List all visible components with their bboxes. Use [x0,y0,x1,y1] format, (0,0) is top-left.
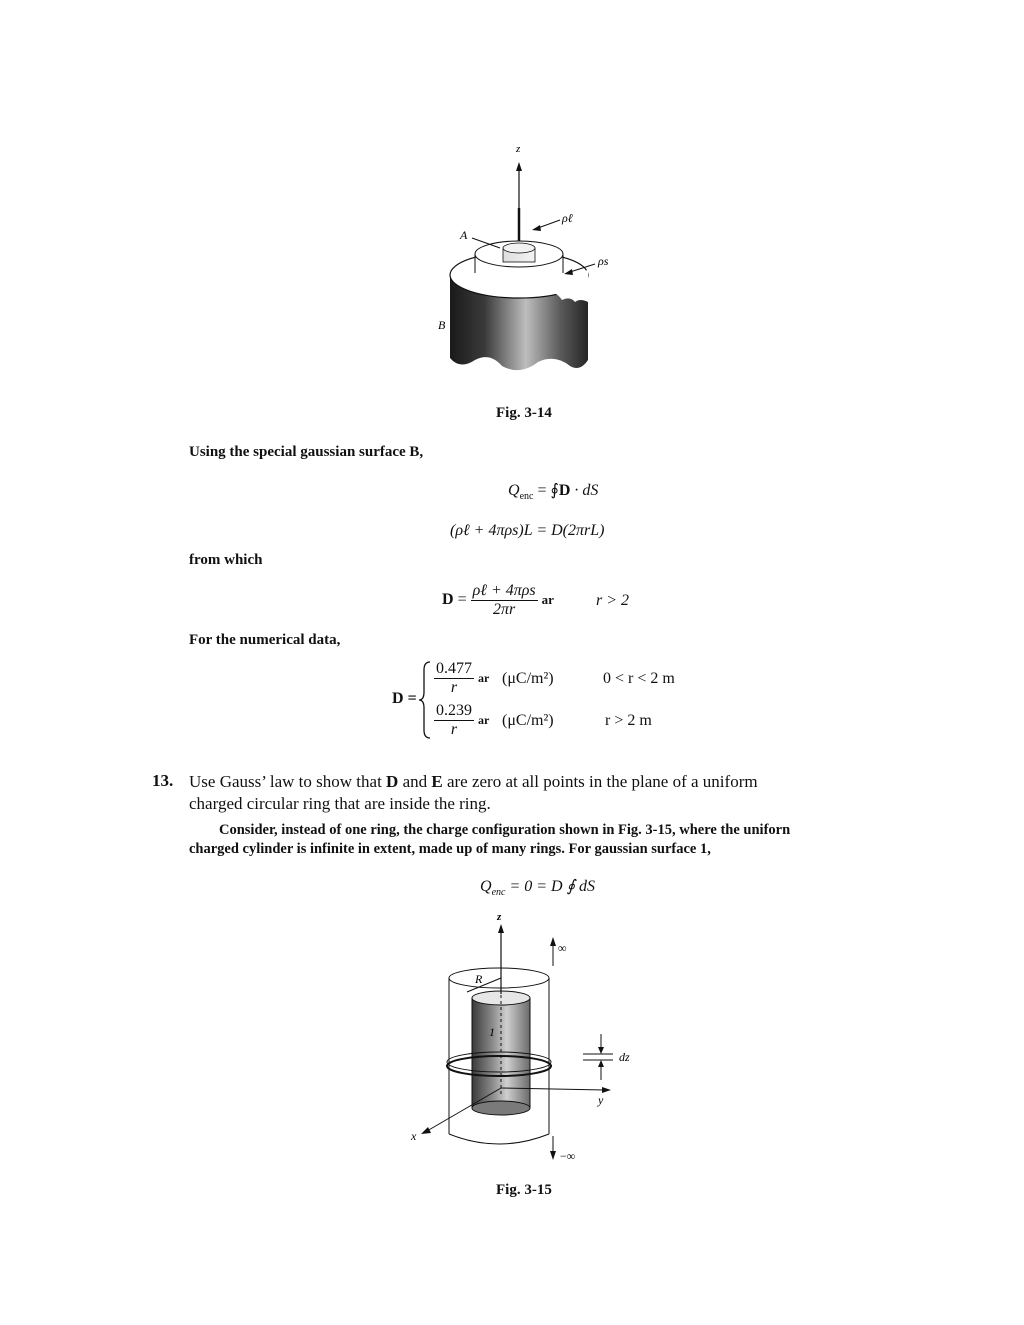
piecewise-case-1-units: (μC/m²) [502,670,554,687]
label-x: x [411,1129,417,1143]
z-axis-arrowhead [516,162,522,171]
piecewise-case-1: $\frac{0.477}{r}$ ar [436,660,490,696]
piecewise-case-2-condition: r > 2 m [605,712,652,729]
label-y: y [598,1093,604,1107]
figure-3-15 [395,908,655,1168]
text-from-which: from which [189,552,263,568]
equation-zero-charge: $Q_{enc} = 0 = D$ ∮ dS [480,878,595,899]
label-r: R [475,972,483,986]
label-a: A [460,228,468,242]
answer-paragraph: Consider, instead of one ring, the charge configuration shown in Fig. 3-15, where the uniforn charged cylinder is infinite in extent, made up of many rings. For gaussian surface 1, [189,822,791,857]
label-z: z [497,911,502,923]
label-rho-l: ρℓ [562,211,573,225]
problem-13-statement: Use Gauss’ law to show that D and E are zero at all points in the plane of a uniform charged circular ring that are inside the ring. [189,772,758,813]
piecewise-case-1-condition: 0 < r < 2 m [603,670,675,687]
label-surface-1: 1 [489,1025,495,1039]
figure-3-14 [420,130,660,400]
text-using-surface: Using the special gaussian surface B, [189,444,424,460]
piecewise-case-2-units: (μC/m²) [502,712,554,729]
problem-13-number: 13. [152,771,174,790]
figure-3-15-caption: Fig. 3-15 [496,1182,552,1198]
label-rho-s: ρs [598,254,609,268]
equation-enclosed-charge: (ρℓ + 4πρs)L = D(2πrL) [450,522,605,539]
outer-cylinder-top [449,968,549,988]
label-dz: dz [619,1050,630,1064]
equation-gauss-law: $Q_{enc}$ = ∮D · dS [508,482,599,503]
label-inf: ∞ [558,941,567,955]
piecewise-d-label: D = [392,690,417,707]
figure-3-14-caption: Fig. 3-14 [496,405,552,421]
equation-d-field: D = $\frac{\text{ρℓ + 4πρs}}{2\pi r}$ ar [442,582,554,618]
equation-d-condition: r > 2 [596,592,630,609]
label-neg-inf: −∞ [560,1149,576,1163]
piecewise-case-2: $\frac{0.239}{r}$ ar [436,702,490,738]
text-numerical-data: For the numerical data, [189,632,341,648]
piecewise-brace [418,660,432,740]
label-b: B [438,318,446,332]
label-z: z [516,143,521,155]
